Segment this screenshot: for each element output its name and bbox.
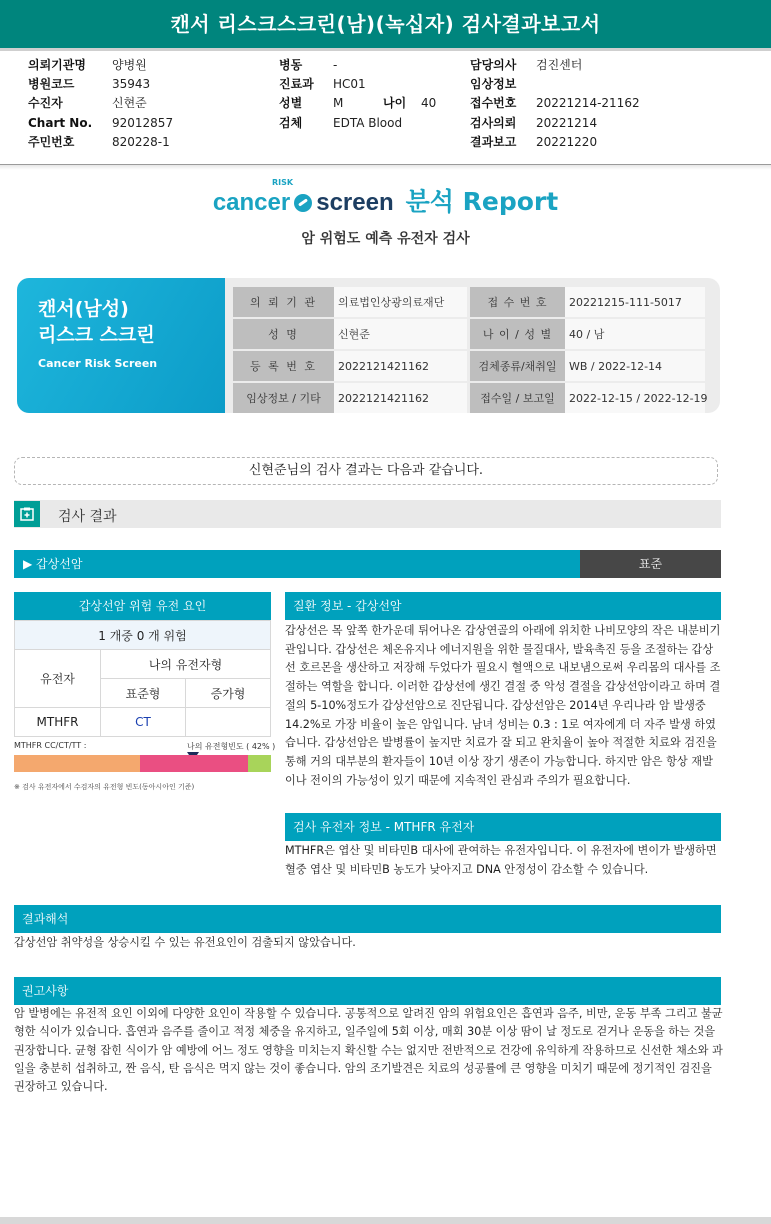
header-column-1 <box>28 56 173 152</box>
category-label: ▶ 갑상선암 <box>14 550 580 578</box>
info-value: 의료법인상광의료재단 <box>334 287 467 317</box>
age-label: 나이 <box>383 96 407 111</box>
header-label: 병동 <box>279 58 303 72</box>
header-label: 접수번호 <box>470 96 517 111</box>
info-key: 등 록 번 호 <box>233 351 334 381</box>
interpretation-header: 결과해석 <box>14 905 721 933</box>
interpretation-text: 갑상선암 취약성을 상승시킬 수 있는 유전요인이 검출되지 않았습니다. <box>14 936 356 949</box>
risk-summary: 1 개중 0 개 위험 <box>15 621 271 650</box>
title-divider <box>0 48 771 51</box>
header-value: 검진센터 <box>536 58 583 72</box>
genotype-bar-caption: MTHFR CC/CT/TT : <box>14 741 87 750</box>
header-label: Chart No. <box>28 115 93 130</box>
gene-info-header: 검사 유전자 정보 - MTHFR 유전자 <box>285 813 721 841</box>
disease-info-header: 질환 정보 - 갑상선암 <box>285 592 721 620</box>
section-title: 검사 결과 <box>58 509 117 525</box>
info-key: 나 이 / 성 별 <box>470 319 565 349</box>
patient-info-right <box>470 287 708 415</box>
table-row <box>15 708 271 737</box>
header-label: 의뢰기관명 <box>28 58 86 72</box>
header-divider-shadow <box>0 165 771 170</box>
header-label: 성별 <box>279 96 303 111</box>
header-label: 결과보고 <box>470 134 517 149</box>
header-value: 양병원 <box>112 58 147 72</box>
info-value: 신현준 <box>334 319 467 349</box>
card-title-en: Cancer Risk Screen <box>38 357 158 370</box>
frequency-footnote: ※ 검사 유전자에서 수검자의 유전형 빈도(동아시아인 기준) <box>14 783 195 791</box>
genotype-column-header: 나의 유전자형 <box>101 650 271 679</box>
report-subtitle: 암 위험도 예측 유전자 검사 <box>301 231 470 247</box>
category-status-badge: 표준 <box>580 550 721 578</box>
header-value: 92012857 <box>112 115 174 130</box>
header-label: 검체 <box>279 115 303 130</box>
info-value: 2022-12-15 / 2022-12-19 <box>565 383 705 413</box>
info-key: 접 수 번 호 <box>470 287 565 317</box>
info-value: 2022121421162 <box>334 351 467 381</box>
header-label: 담당의사 <box>470 58 517 72</box>
increased-column-header: 증가형 <box>186 679 271 708</box>
standard-column-header: 표준형 <box>101 679 186 708</box>
gene-info-text: MTHFR은 엽산 및 비타민B 대사에 관여하는 유전자입니다. 이 유전자에 변이가 발생하면 혈중 엽산 및 비타민B 농도가 낮아지고 DNA 안정성이 감소할 수 있습니다. <box>285 844 717 876</box>
section-bar <box>14 500 721 528</box>
clipboard-plus-icon <box>14 501 40 527</box>
info-value: 40 / 남 <box>565 319 705 349</box>
logo-report-text: 분석 Report <box>405 187 559 216</box>
info-value: 2022121421162 <box>334 383 467 413</box>
logo-screen-text: screen <box>316 189 394 216</box>
recommendation-header: 권고사항 <box>14 977 721 1005</box>
header-label: 주민번호 <box>28 134 75 149</box>
info-key: 접수일 / 보고일 <box>470 383 565 413</box>
card-title-line-2: 리스크 스크린 <box>38 324 155 346</box>
header-column-2 <box>279 56 436 133</box>
header-label: 병원코드 <box>28 77 75 92</box>
risk-factor-table <box>14 620 271 737</box>
header-label: 진료과 <box>279 77 314 92</box>
card-title-line-1: 캔서(남성) <box>38 298 129 320</box>
patient-info-left <box>233 287 467 415</box>
frequency-segment-tt <box>248 755 271 772</box>
header-value: - <box>333 58 338 72</box>
info-key: 성 명 <box>233 319 334 349</box>
header-value: HC01 <box>333 77 366 92</box>
disease-info-text: 갑상선은 목 앞쪽 한가운데 튀어나온 갑상연골의 아래에 위치한 나비모양의 작은 내분비기관입니다. 갑상선은 체온유지나 에너지원을 위한 물질대사, 발육촉진 등을 조절하는 갑상선 호르몬을 생산하고 저장해 두었다가 필요시 혈액으로 내보냄으로써 우리몸의 대사를 조절하는 역할을 합니다. 이러한 갑상선에 생긴 결절 중 악성 결절을 갑상선암이라고 하며 결절의 5-10%정도가 갑상선암으로 진단됩니다. 갑상선암은 2014년 우리나라 암 발생중 14.2%로 가장 비율이 높은 암입니다. 남녀 성비는 0.3 : 1로 여자에게 더 자주 발생 하였습니다. 갑상선암은 발병률이 높지만 치료가 잘 되고 완치율이 높아 적절한 치료와 검진을 통해 거의 대부분의 환자들이 10년 이상 장기 생존이 가능합니다. 하지만 암은 항상 재발이나 전이의 가능성이 있기 때문에 지속적인 관심과 주의가 필요합니다. <box>285 624 721 787</box>
header-value: 20221214-21162 <box>536 96 640 111</box>
info-key: 의 뢰 기 관 <box>233 287 334 317</box>
header-value: 820228-1 <box>112 134 170 149</box>
cancer-screen-logo <box>0 178 771 224</box>
gene-name: MTHFR <box>15 708 101 737</box>
table-row <box>15 621 271 650</box>
header-value: M <box>333 96 344 111</box>
info-key: 임상정보 / 기타 <box>233 383 334 413</box>
header-value: 20221220 <box>536 134 598 149</box>
risk-factor-header: 갑상선암 위험 유전 요인 <box>14 592 271 620</box>
page-bottom-border <box>0 1217 771 1224</box>
info-value: WB / 2022-12-14 <box>565 351 705 381</box>
table-row <box>15 650 271 679</box>
header-value: 20221214 <box>536 115 598 130</box>
card-title <box>38 296 155 348</box>
info-key: 검체종류/채취일 <box>470 351 565 381</box>
logo-risk-text: RISK <box>272 178 294 187</box>
report-title: 캔서 리스크스크린(남)(녹십자) 검사결과보고서 <box>0 0 771 48</box>
header-value: 35943 <box>112 77 151 92</box>
info-value: 20221215-111-5017 <box>565 287 705 317</box>
logo-mark-icon <box>294 194 312 212</box>
frequency-segment-cc <box>14 755 140 772</box>
header-label: 임상정보 <box>470 77 517 92</box>
header-label: 수진자 <box>28 96 63 111</box>
header-value: 신현준 <box>112 96 147 111</box>
standard-genotype: CT <box>101 708 186 737</box>
age-value: 40 <box>421 96 437 111</box>
frequency-segment-ct <box>140 755 248 772</box>
frequency-caption: 나의 유전형빈도 ( 42% ) <box>187 742 276 751</box>
result-notice: 신현준님의 검사 결과는 다음과 같습니다. <box>14 457 718 485</box>
patient-card-banner <box>17 278 225 413</box>
header-column-3 <box>470 56 640 152</box>
header-label: 검사의뢰 <box>470 115 517 130</box>
logo-cancer-text: cancer <box>212 189 291 216</box>
header-value: EDTA Blood <box>333 115 403 130</box>
gene-column-header: 유전자 <box>15 650 101 708</box>
genotype-frequency-bar <box>14 755 271 772</box>
recommendation-text: 암 발병에는 유전적 요인 이외에 다양한 요인이 작용할 수 있습니다. 공통적으로 알려진 암의 위험요인은 흡연과 음주, 비만, 운동 부족 그리고 불균형한 식이가 있습니다. 흡연과 음주를 줄이고 적정 체중을 유지하고, 일주일에 5회 이상, 매회 30분 이상 땀이 날 정도로 걷거나 운동을 하는 것을 권장합니다. 균형 잡힌 식이가 암 예방에 어느 정도 영향을 미치는지 확신할 수는 없지만 전반적으로 건강에 유익하게 작용하므로 신선한 채소와 과일을 충분히 섭취하고, 짠 음식, 탄 음식은 먹지 않는 것이 좋습니다. 암의 조기발견은 치료의 성공률에 큰 영향을 미치기 때문에 정기적인 검진을 권장하고 있습니다. <box>14 1007 723 1094</box>
increased-genotype <box>186 708 271 737</box>
